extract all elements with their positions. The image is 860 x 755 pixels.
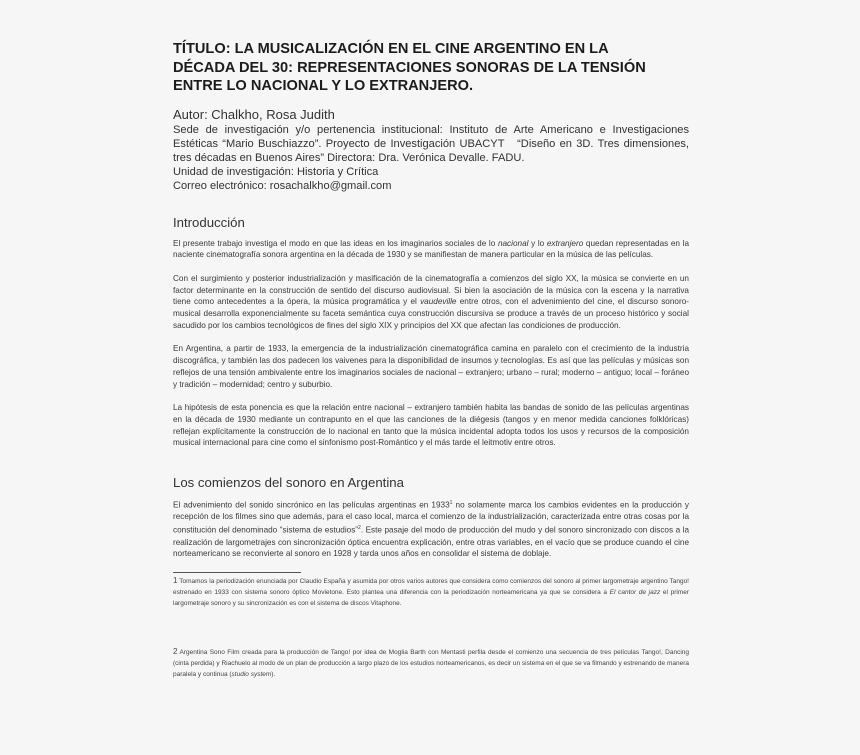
paragraph: El presente trabajo investiga el modo en que las ideas en los imaginarios sociales de lo nacional y lo extranjero quedan representadas en la naciente cinematografía sonora argentina en la década de 1930 y se manifiestan de manera particular en la música de las películas.	[173, 238, 689, 260]
footnote-2: 2 Argentina Sono Film creada para la producción de Tango! por idea de Moglia Barth con Mentasti perfila desde el comienzo una secuencia de tres películas Tango!, Dancing (cinta perdida) y Riachuelo al modo de un plan de producción a largo plazo de los estudios norteamericanos, es decir un sistema en el que se va filmando y estrenando de manera paralela y continua (studio system).	[173, 647, 689, 679]
section-heading-introduccion: Introducción	[173, 214, 245, 230]
footnote-ref: 1	[449, 500, 453, 507]
paragraph: La hipótesis de esta ponencia es que la relación entre nacional – extranjero también habita las bandas de sonido de las películas argentinas en la década de 1930 mediante un contrapunto en el que las canciones de la diégesis (tangos y en menor medida canciones folklóricas) reflejan explícitamente la construcción de lo nacional en tanto que la música incidental adopta todos los usos y recursos de la composición musical internacional para cine como el sinfonismo post-Romántico y el más tarde el leitmotiv entre otros.	[173, 403, 689, 448]
paragraph: El advenimiento del sonido sincrónico en las películas argentinas en 1933$^1$ no solamente marca los cambios evidentes en la producción y recepción de los filmes sino que además, para el caso local, marca el comienzo de la industrialización, caracterizada entre otras cosas por la constitución del denominado “sistema de estudios”$^2$. Este pasaje del modo de producción del mudo y del sonoro sincronizado con discos a la realización de largometrajes con sincronización óptica encuentra explicación, entre otras variables, en el vacío que se produce cuando el cine norteamericano se reconvierte al sonoro en 1928 y tarda unos años en consolidar el sistema de doblaje.	[173, 500, 690, 559]
title-line: TÍTULO: LA MUSICALIZACIÓN EN EL CINE ARGENTINO EN LA	[173, 41, 609, 57]
email-text: Correo electrónico: rosachalkho@gmail.com	[173, 179, 392, 192]
paragraph: Con el surgimiento y posterior industrialización y masificación de la cinematografía a comienzos del siglo XX, la música se convierte en un factor determinante en la construcción de sentido del discurso audiovisual. Si bien la asociación de la música con la escena y la narrativa tiene como antecedentes a la ópera, la música programática y el vaudeville entre otros, con el advenimiento del cine, el discurso sonoro-musical desarrolla exponencialmente su faceta semántica cuya construcción discursiva se produce a través de un proceso histórico y social sacudido por los cambios tecnológicos de fines del siglo XIX y principios del XX que afectan las condiciones de producción.	[173, 273, 689, 330]
sede-text: Sede de investigación y/o pertenencia institucional: Instituto de Arte Americano e Investigaciones Estéticas “Mario Buschiazzo”. Proyecto de Investigación UBACYT “Diseño en 3D. Tres dimensiones, tres décadas en Buenos Aires” Directora: Dra. Verónica Devalle. FADU.	[173, 123, 689, 164]
author-line: Autor: Chalkho, Rosa Judith	[173, 106, 335, 122]
unidad-text: Unidad de investigación: Historia y Crítica	[173, 165, 379, 178]
paper-title	[173, 40, 689, 96]
affiliation-block	[173, 123, 689, 193]
title-line: DÉCADA DEL 30: REPRESENTACIONES SONORAS DE LA TENSIÓN	[173, 59, 646, 76]
footnote-separator	[173, 572, 301, 573]
footnote-1: 1 Tomamos la periodización enunciada por Claudio España y asumida por otros varios autores que considera como comienzos del sonoro al primer largometraje argentino Tango! estrenado en 1933 con sistema sonoro óptico Movietone. Esto plantea una diferencia con la periodización norteamericana ya que se considera a El cantor de jazz el primer largometraje sonoro y su sincronización es con el sistema de discos Vitaphone.	[173, 576, 689, 607]
footnote-ref: 2	[358, 525, 361, 532]
document-body	[173, 40, 689, 681]
paragraph: En Argentina, a partir de 1933, la emergencia de la industrialización cinematográfica camina en paralelo con el crecimiento de la industria discográfica, y también las dos padecen los vaivenes para la disponibilidad de insumos y tecnologías. Es así que las películas y músicas son reflejos de una tensión ambivalente entre los imaginarios sociales de nacional – extranjero; urbano – rural; moderno – antiguo; local – foráneo y tradición – modernidad; centro y suburbio.	[173, 344, 689, 389]
title-line: ENTRE LO NACIONAL Y LO EXTRANJERO.	[173, 78, 474, 94]
section-heading-comienzos: Los comienzos del sonoro en Argentina	[173, 475, 404, 491]
